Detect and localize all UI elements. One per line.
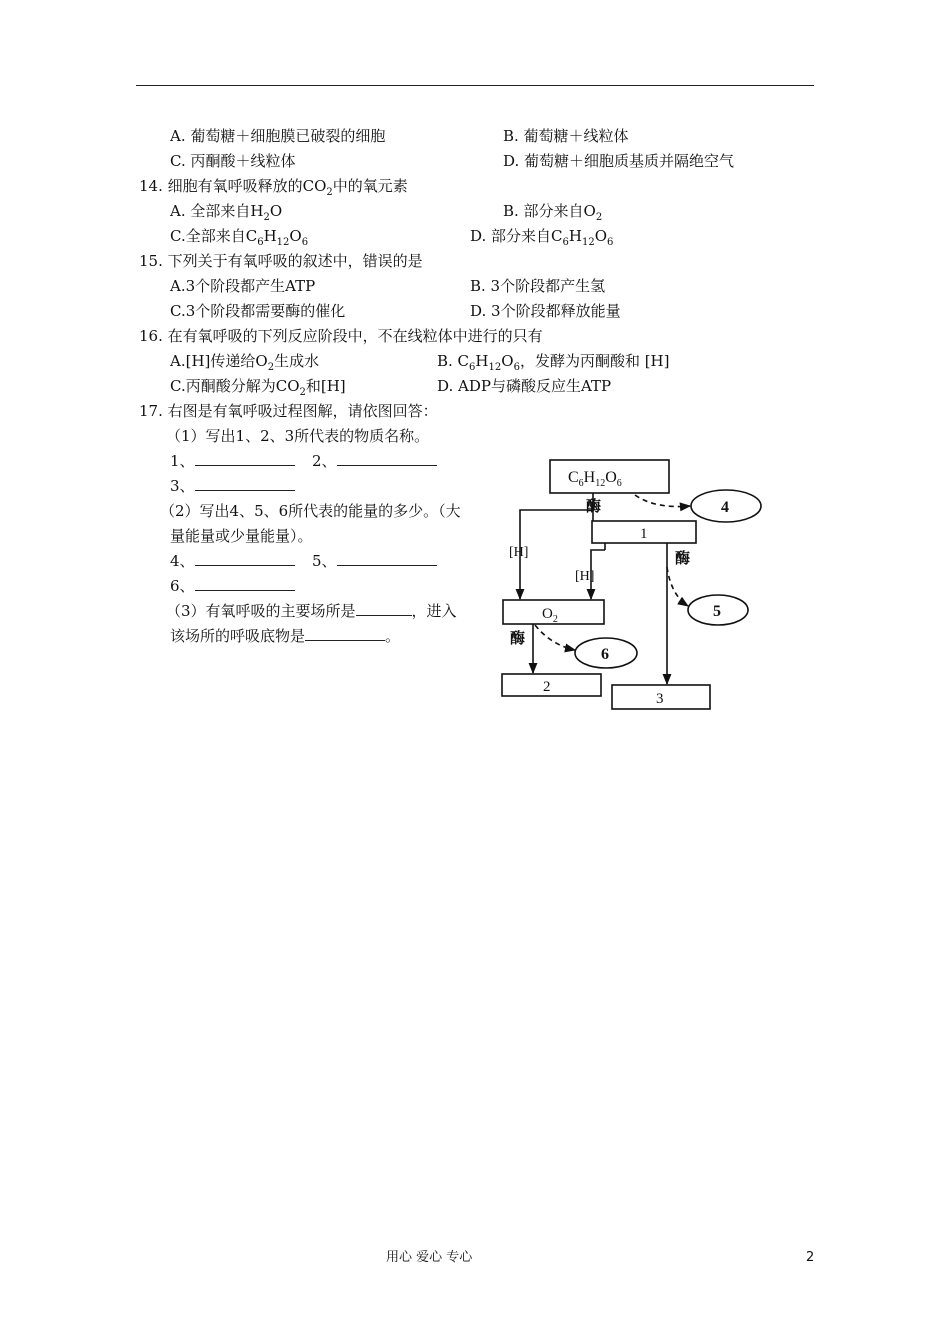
q17-stem: 17. 右图是有氧呼吸过程图解，请依图回答： bbox=[139, 402, 438, 420]
ellipse-6-label: 6 bbox=[601, 646, 609, 663]
respiration-diagram bbox=[495, 455, 770, 717]
arrow-h-left bbox=[520, 510, 593, 599]
q13-option-a: A. 葡萄糖＋细胞膜已破裂的细胞 bbox=[170, 127, 386, 145]
q13-option-b: B. 葡萄糖＋线粒体 bbox=[503, 127, 629, 145]
q16-option-d: D. ADP与磷酸反应生ATP bbox=[437, 377, 612, 395]
header-rule bbox=[136, 85, 814, 86]
answer-line bbox=[356, 601, 412, 616]
q17-blank-4: 4、 bbox=[170, 551, 295, 571]
q16-option-c: C.丙酮酸分解为$CO_2$和[H] bbox=[170, 377, 346, 398]
q17-blank-3: 3、 bbox=[170, 476, 295, 496]
enzyme-label-2: 酶 bbox=[675, 551, 691, 567]
q17-blank-2: 2、 bbox=[312, 451, 437, 471]
answer-line bbox=[305, 626, 385, 641]
enzyme-label-1: 酶 bbox=[586, 499, 602, 515]
box-3-label: 3 bbox=[656, 691, 664, 707]
q17-part3-line1: （3）有氧呼吸的主要场所是 ，进入 bbox=[166, 602, 457, 620]
q14-option-b: B. 部分来自$O_2$ bbox=[503, 202, 603, 223]
page-number: 2 bbox=[806, 1250, 815, 1265]
q17-blank-5: 5、 bbox=[312, 551, 437, 571]
answer-line bbox=[337, 551, 437, 566]
answer-line bbox=[195, 476, 295, 491]
answer-line bbox=[195, 451, 295, 466]
enzyme-label-3: 酶 bbox=[510, 631, 526, 647]
q15-option-c: C.3个阶段都需要酶的催化 bbox=[170, 302, 346, 320]
h-label-left: [H] bbox=[509, 545, 529, 560]
ellipse-4-label: 4 bbox=[721, 499, 729, 516]
q17-blank-6: 6、 bbox=[170, 576, 295, 596]
q17-part2-line1: （2）写出4、5、6所代表的能量的多少。（大 bbox=[160, 502, 461, 520]
q14-stem: 14. 细胞有氧呼吸释放的$CO_2$中的氧元素 bbox=[139, 177, 408, 198]
footer-slogan: 用心 爱心 专心 bbox=[386, 1250, 473, 1265]
q15-stem: 15. 下列关于有氧呼吸的叙述中，错误的是 bbox=[139, 252, 423, 270]
energy-arrow-4 bbox=[635, 495, 690, 507]
q15-option-a: A.3个阶段都产生ATP bbox=[170, 277, 316, 295]
q16-option-b: B. $C_6H_{12}O_6$，发酵为丙酮酸和 [H] bbox=[437, 352, 670, 373]
q14-option-d: D. 部分来自$C_6H_{12}O_6$ bbox=[470, 227, 614, 248]
q17-part2-line2: 量能量或少量能量）。 bbox=[170, 527, 313, 545]
ellipse-5-label: 5 bbox=[713, 603, 721, 620]
q17-blank-1: 1、 bbox=[170, 451, 295, 471]
q15-option-b: B. 3个阶段都产生氢 bbox=[470, 277, 606, 295]
o2-label: $O_2$ bbox=[542, 606, 558, 625]
q16-stem: 16. 在有氧呼吸的下列反应阶段中，不在线粒体中进行的只有 bbox=[139, 327, 543, 345]
energy-arrow-5 bbox=[667, 567, 688, 606]
q13-option-c: C. 丙酮酸＋线粒体 bbox=[170, 152, 296, 170]
box-2-label: 2 bbox=[543, 679, 551, 695]
box-1-label: 1 bbox=[640, 526, 648, 542]
energy-arrow-6 bbox=[535, 625, 575, 650]
q15-option-d: D. 3个阶段都释放能量 bbox=[470, 302, 621, 320]
q13-option-d: D. 葡萄糖＋细胞质基质并隔绝空气 bbox=[503, 152, 735, 170]
q14-option-a: A. 全部来自$H_2O$ bbox=[170, 202, 283, 223]
answer-line bbox=[337, 451, 437, 466]
q14-option-c: C.全部来自$C_6H_{12}O_6$ bbox=[170, 227, 309, 248]
answer-line bbox=[195, 551, 295, 566]
q17-part1: （1）写出1、2、3所代表的物质名称。 bbox=[166, 427, 430, 445]
box-2 bbox=[502, 674, 601, 696]
h-label-mid: [H] bbox=[575, 569, 595, 584]
q17-part3-line2: 该场所的呼吸底物是 。 bbox=[170, 627, 401, 645]
answer-line bbox=[195, 576, 295, 591]
q16-option-a: A.[H]传递给$O_2$生成水 bbox=[170, 352, 320, 373]
glucose-label: $C_6H_{12}O_6$ bbox=[568, 469, 622, 489]
